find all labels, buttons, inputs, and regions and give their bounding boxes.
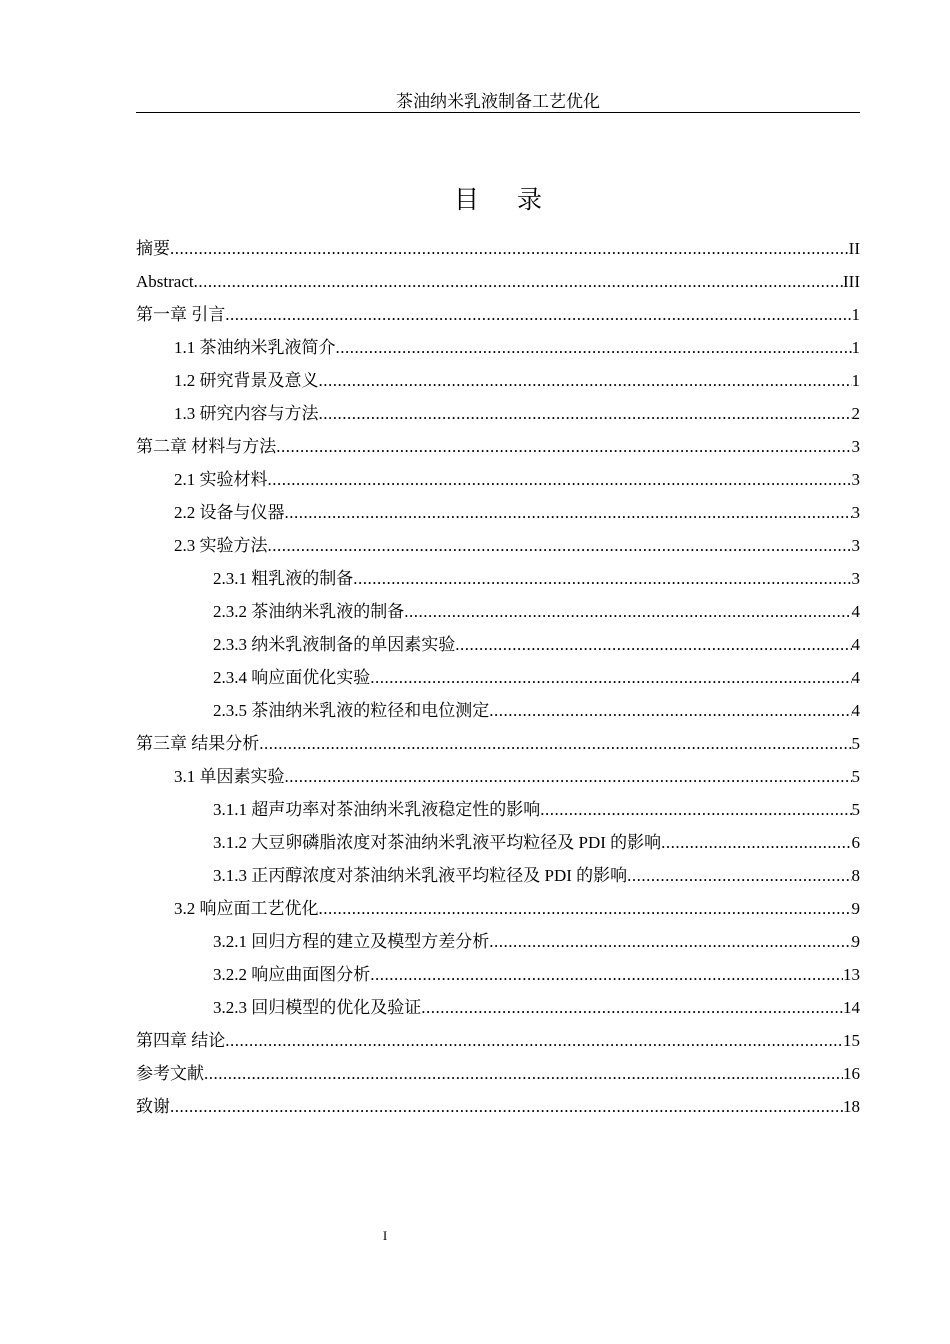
dot-leader <box>225 298 851 331</box>
toc-entry-title: 1.3 研究内容与方法 <box>174 404 319 423</box>
toc-entry[interactable] <box>136 694 860 727</box>
toc-entry-title: 第一章 引言 <box>136 305 226 324</box>
dot-leader <box>627 859 851 892</box>
dot-leader <box>285 760 852 793</box>
toc-entry-page: III <box>843 272 860 291</box>
toc-entry[interactable] <box>136 397 860 430</box>
toc-entry-page: 1 <box>851 305 860 324</box>
dot-leader <box>170 232 849 265</box>
dot-leader <box>285 496 852 529</box>
toc-entry[interactable] <box>136 958 860 991</box>
dot-leader <box>276 430 851 463</box>
toc-entry-title: 3.2.1 回归方程的建立及模型方差分析 <box>213 932 490 951</box>
toc-entry[interactable] <box>136 760 860 793</box>
toc-entry-page: 3 <box>851 437 860 456</box>
toc-entry[interactable] <box>136 496 860 529</box>
dot-leader <box>194 265 843 298</box>
dot-leader <box>268 529 852 562</box>
dot-leader <box>421 991 843 1024</box>
toc-entry-page: 6 <box>851 833 860 852</box>
dot-leader <box>404 595 851 628</box>
toc-entry-title: 2.3 实验方法 <box>174 536 268 555</box>
toc-entry-page: 3 <box>851 536 860 555</box>
toc-entry-title: 3.1 单因素实验 <box>174 767 285 786</box>
page-number: I <box>382 1228 388 1243</box>
dot-leader <box>370 661 851 694</box>
toc-entry[interactable] <box>136 364 860 397</box>
toc-entry-title: 第四章 结论 <box>136 1031 226 1050</box>
toc-entry[interactable] <box>136 1024 860 1057</box>
dot-leader <box>489 694 851 727</box>
toc-entry[interactable] <box>136 529 860 562</box>
dot-leader <box>353 562 851 595</box>
toc-entry-page: 4 <box>851 635 860 654</box>
toc-entry[interactable] <box>136 727 860 760</box>
toc-entry-page: II <box>848 239 860 258</box>
toc-entry[interactable] <box>136 232 860 265</box>
toc-entry-title: 3.2.3 回归模型的优化及验证 <box>213 998 422 1017</box>
toc-entry[interactable] <box>136 859 860 892</box>
toc-entry-title: 3.2 响应面工艺优化 <box>174 899 319 918</box>
toc-entry[interactable] <box>136 595 860 628</box>
toc-entry[interactable] <box>136 463 860 496</box>
toc-entry[interactable] <box>136 562 860 595</box>
toc-entry-page: 5 <box>851 800 860 819</box>
toc-entry-title: 2.3.4 响应面优化实验 <box>213 668 371 687</box>
toc-entry-title: 第二章 材料与方法 <box>136 437 277 456</box>
toc-entry-page: 16 <box>843 1064 860 1083</box>
toc-entry[interactable] <box>136 826 860 859</box>
dot-leader <box>170 1090 843 1123</box>
toc-entry-title: 2.2 设备与仪器 <box>174 503 285 522</box>
toc-entry-page: 4 <box>851 701 860 720</box>
dot-leader <box>319 364 852 397</box>
toc-title: 目录 <box>453 185 580 214</box>
toc-entry-title: 致谢 <box>136 1097 170 1116</box>
toc-entry-title: Abstract <box>136 272 194 291</box>
toc-entry-page: 9 <box>851 899 860 918</box>
toc-entry-title: 2.3.2 茶油纳米乳液的制备 <box>213 602 405 621</box>
toc-entry[interactable] <box>136 430 860 463</box>
dot-leader <box>268 463 852 496</box>
dot-leader <box>540 793 851 826</box>
dot-leader <box>319 892 852 925</box>
dot-leader <box>319 397 852 430</box>
toc-entry[interactable] <box>136 298 860 331</box>
dot-leader <box>204 1057 843 1090</box>
toc-entry-title: 参考文献 <box>136 1064 204 1083</box>
toc-entry-page: 18 <box>843 1097 860 1116</box>
toc-entry-page: 13 <box>843 965 860 984</box>
dot-leader <box>370 958 843 991</box>
table-of-contents <box>136 232 860 1123</box>
dot-leader <box>259 727 851 760</box>
running-header: 茶油纳米乳液制备工艺优化 <box>396 92 600 111</box>
toc-entry-page: 15 <box>843 1031 860 1050</box>
toc-entry-title: 1.2 研究背景及意义 <box>174 371 319 390</box>
dot-leader <box>336 331 852 364</box>
toc-entry-page: 5 <box>851 734 860 753</box>
toc-entry-title: 3.1.2 大豆卵磷脂浓度对茶油纳米乳液平均粒径及 PDI 的影响 <box>213 833 662 852</box>
toc-entry[interactable] <box>136 1090 860 1123</box>
toc-entry-title: 第三章 结果分析 <box>136 734 260 753</box>
toc-entry-title: 1.1 茶油纳米乳液简介 <box>174 338 336 357</box>
toc-entry-page: 5 <box>851 767 860 786</box>
toc-entry-page: 1 <box>851 338 860 357</box>
toc-entry-page: 14 <box>843 998 860 1017</box>
toc-entry-title: 2.3.1 粗乳液的制备 <box>213 569 354 588</box>
toc-entry[interactable] <box>136 1057 860 1090</box>
toc-entry-page: 3 <box>851 503 860 522</box>
toc-entry-title: 3.1.3 正丙醇浓度对茶油纳米乳液平均粒径及 PDI 的影响 <box>213 866 628 885</box>
dot-leader <box>661 826 851 859</box>
header-rule <box>136 112 860 113</box>
toc-entry-title: 2.1 实验材料 <box>174 470 268 489</box>
toc-entry-page: 3 <box>851 569 860 588</box>
toc-entry[interactable] <box>136 628 860 661</box>
toc-entry[interactable] <box>136 265 860 298</box>
toc-entry-page: 9 <box>851 932 860 951</box>
toc-entry-title: 摘要 <box>136 239 170 258</box>
toc-entry-page: 2 <box>851 404 860 423</box>
toc-entry-page: 1 <box>851 371 860 390</box>
toc-entry-title: 3.2.2 响应曲面图分析 <box>213 965 371 984</box>
toc-entry[interactable] <box>136 892 860 925</box>
toc-entry-page: 4 <box>851 668 860 687</box>
toc-entry-page: 3 <box>851 470 860 489</box>
toc-entry[interactable] <box>136 661 860 694</box>
toc-entry[interactable] <box>136 793 860 826</box>
dot-leader <box>455 628 851 661</box>
toc-entry-title: 2.3.3 纳米乳液制备的单因素实验 <box>213 635 456 654</box>
toc-entry-title: 3.1.1 超声功率对茶油纳米乳液稳定性的影响 <box>213 800 541 819</box>
toc-entry[interactable] <box>136 331 860 364</box>
toc-entry[interactable] <box>136 991 860 1024</box>
dot-leader <box>225 1024 843 1057</box>
dot-leader <box>489 925 851 958</box>
toc-entry[interactable] <box>136 925 860 958</box>
toc-entry-page: 8 <box>851 866 860 885</box>
toc-entry-title: 2.3.5 茶油纳米乳液的粒径和电位测定 <box>213 701 490 720</box>
toc-entry-page: 4 <box>851 602 860 621</box>
